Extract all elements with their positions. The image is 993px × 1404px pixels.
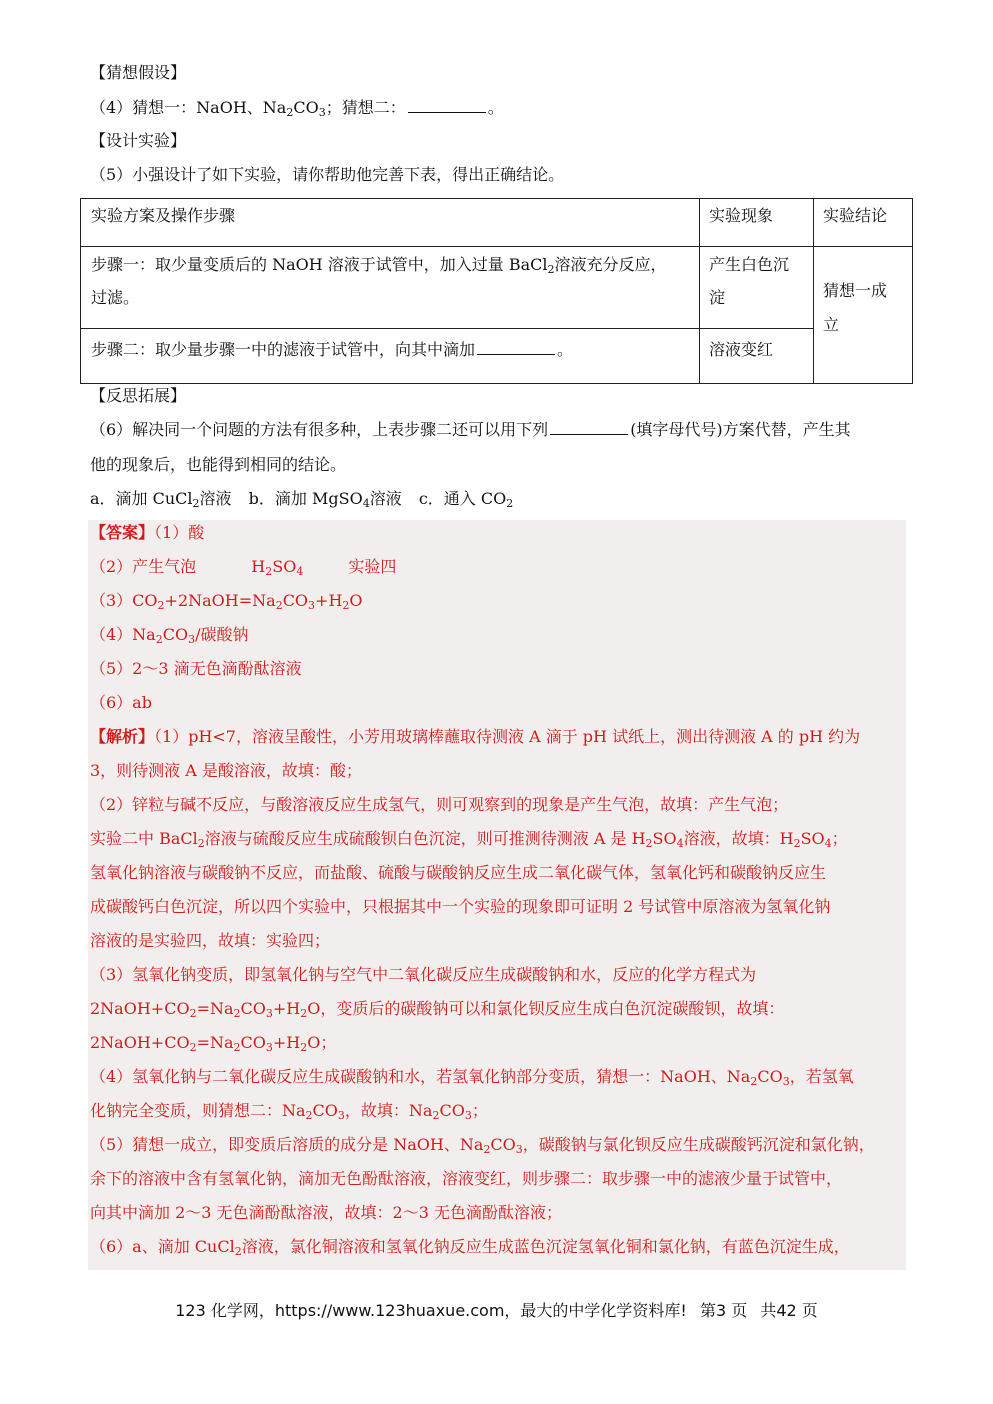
analysis-l6: 成碳酸钙白色沉淀，所以四个实验中，只根据其中一个实验的现象即可证明 2 号试管中原溶液为氢氧化钠 — [90, 897, 831, 916]
footer-page-number: 第3 页 — [699, 1301, 748, 1320]
step1-phenomenon-1: 产生白色沉 — [709, 255, 790, 274]
analysis-l1: 【解析】（1）pH<7，溶液呈酸性，小芳用玻璃棒蘸取待测液 A 滴于 pH 试纸上，测出待测液 A 的 pH 约为 — [90, 727, 861, 746]
answer-a6: （6）ab — [90, 693, 152, 712]
conclusion-line1: 猜想一成 — [823, 281, 888, 300]
hypothesis-header: 【猜想假设】 — [90, 63, 187, 82]
analysis-label: 【解析】 — [90, 727, 155, 746]
analysis-l5: 氢氧化钠溶液与碳酸钠不反应，而盐酸、硫酸与碳酸钠反应生成二氧化碳气体，氢氧化钙和碳酸钠反应生 — [90, 863, 827, 882]
answer-blank — [550, 420, 628, 435]
q6-options: a．滴加 CuCl$_2$溶液 b．滴加 MgSO$_4$溶液 c．通入 $CO_2$ — [90, 489, 514, 510]
analysis-l11: （4）氢氧化钠与二氧化碳反应生成碳酸钠和水，若氢氧化钠部分变质，猜想一：NaOH、$Na_2CO_3$，若氢氧 — [90, 1067, 854, 1088]
answer-a4: $(4)Na_2CO_3/$碳酸钠 — [90, 625, 249, 646]
table-header-phenomenon: 实验现象 — [709, 206, 774, 225]
analysis-l8: （3）氢氧化钠变质，即氢氧化钠与空气中二氧化碳反应生成碳酸钠和水，反应的化学方程式为 — [90, 965, 757, 984]
page-footer — [0, 1298, 993, 1321]
design-header: 【设计实验】 — [90, 131, 187, 150]
answer-a2: （2）产生气泡 $H_2SO_4$ 实验四 — [90, 557, 397, 578]
answer-a5: （5）2～3 滴无色滴酚酞溶液 — [90, 659, 302, 678]
step1-line1: 步骤一：取少量变质后的 NaOH 溶液于试管中，加入过量 BaCl$_2$溶液充分反应， — [91, 255, 667, 276]
analysis-l12: 化钠完全变质，则猜想二：$Na_2CO_3$，故填：$Na_2CO_3$； — [90, 1101, 488, 1122]
step1-phenomenon-2: 淀 — [709, 288, 726, 307]
analysis-l14: 余下的溶液中含有氢氧化钠，滴加无色酚酞溶液，溶液变红，则步骤二：取步骤一中的滤液少量于试管中， — [90, 1169, 843, 1188]
experiment-table — [80, 198, 913, 384]
answer-a1: 【答案】（1）酸 — [90, 523, 205, 542]
analysis-l10: $2NaOH+CO_2=Na_2CO_3+H_2O$； — [90, 1033, 337, 1054]
analysis-l15: 向其中滴加 2～3 无色滴酚酞溶液，故填：2～3 无色滴酚酞溶液； — [90, 1203, 562, 1222]
step2-line: 步骤二：取少量步骤一中的滤液于试管中，向其中滴加 。 — [91, 340, 574, 359]
step1-line2: 过滤。 — [91, 288, 140, 307]
analysis-l3: （2）锌粒与碱不反应，与酸溶液反应生成氢气，则可观察到的现象是产生气泡，故填：产生气泡； — [90, 795, 789, 814]
analysis-l13: （5）猜想一成立，即变质后溶质的成分是 NaOH、$Na_2CO_3$，碳酸钠与氯化钡反应生成碳酸钙沉淀和氯化钠， — [90, 1135, 875, 1156]
q6-line1: （6）解决同一个问题的方法有很多种，上表步骤二还可以用下列 (填字母代号)方案代替，产生其 — [90, 420, 851, 439]
answer-label: 【答案】 — [90, 523, 155, 542]
footer-site: 123 化学网，https://www.123huaxue.com，最大的中学化学资料库! — [175, 1301, 687, 1320]
q4-line: （4）猜想一：NaOH、$Na_2CO_3$；猜想二： 。 — [90, 98, 504, 119]
analysis-l16: （6）a、滴加 CuCl$_2$溶液，氯化铜溶液和氢氧化钠反应生成蓝色沉淀氢氧化铜和氯化钠，有蓝色沉淀生成， — [90, 1237, 850, 1258]
table-header-method: 实验方案及操作步骤 — [91, 206, 236, 225]
answer-blank — [477, 340, 555, 355]
analysis-l7: 溶液的是实验四，故填：实验四； — [90, 931, 331, 950]
analysis-l9: $2NaOH+CO_2=Na_2CO_3+H_2O$，变质后的碳酸钠可以和氯化钡反应生成白色沉淀碳酸钡，故填： — [90, 999, 785, 1020]
analysis-l4: 实验二中 BaCl$_2$溶液与硫酸反应生成硫酸钡白色沉淀，则可推测待测液 A 是 $H_2SO_4$溶液，故填：$H_2SO_4$； — [90, 829, 848, 850]
footer-total-pages: 共42 页 — [760, 1301, 818, 1320]
analysis-l2: 3，则待测液 A 是酸溶液，故填：酸； — [90, 761, 362, 780]
reflect-header: 【反思拓展】 — [90, 386, 187, 405]
conclusion-line2: 立 — [823, 315, 840, 334]
q5-text: （5）小强设计了如下实验，请你帮助他完善下表，得出正确结论。 — [90, 165, 565, 184]
answer-blank — [408, 98, 486, 113]
table-header-conclusion: 实验结论 — [823, 206, 888, 225]
q6-line2: 他的现象后，也能得到相同的结论。 — [90, 455, 347, 474]
answer-a3: $(3)CO_2+2NaOH=Na_2CO_3+H_2O$ — [90, 591, 363, 612]
step2-phenomenon: 溶液变红 — [709, 340, 774, 359]
